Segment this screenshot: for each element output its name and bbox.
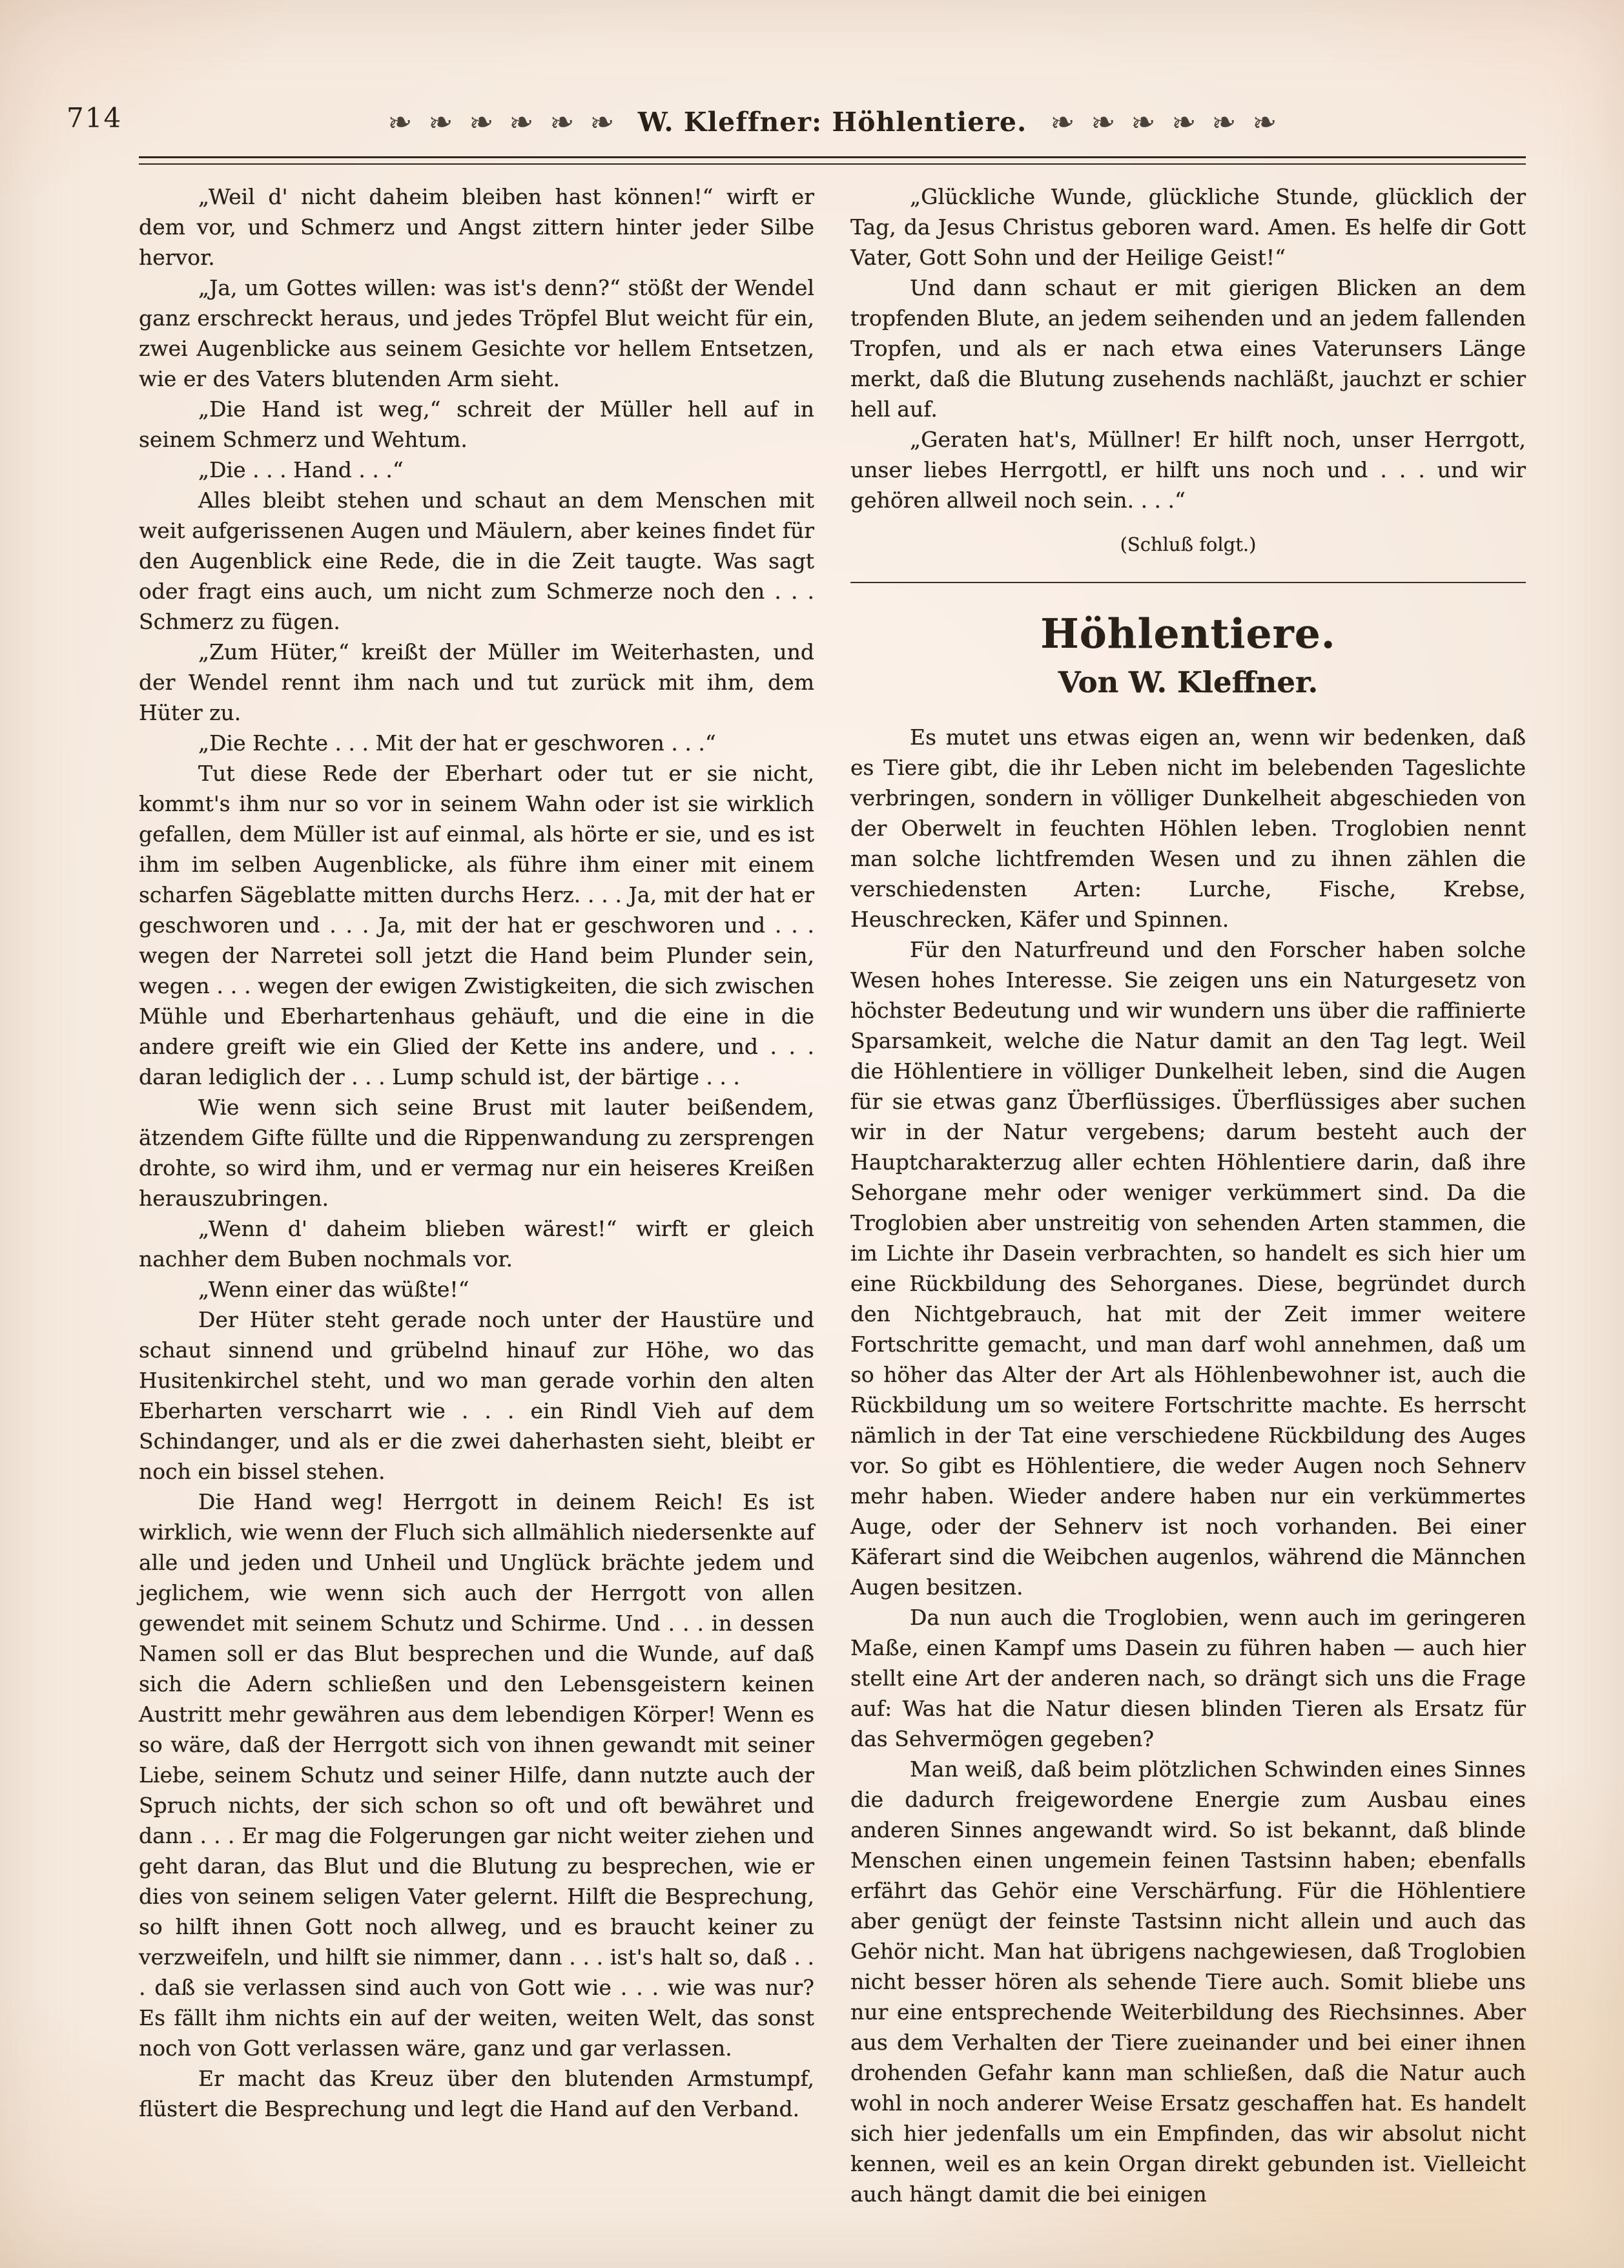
paragraph: „Wenn einer das wüßte!“ <box>198 1277 469 1302</box>
leaf-ornament-icon: ❧ <box>385 103 415 141</box>
paragraph: Für den Naturfreund und den Forscher haben solche Wesen hohes Interesse. Sie zeigen uns ein Naturgesetz von höchster Bedeutung und wir wundern uns über die raffinierte Sparsamkeit, welche die Natur damit an den Tag legt. Weil die Höhlentiere in völliger Dunkelheit leben, sind die Augen für sie etwas ganz Überflüssiges. Überflüssiges aber suchen wir in der Natur vergebens; darum besteht auch der Hauptcharakterzug aller echten Höhlentiere darin, daß ihre Sehorgane mehr oder weniger verkümmert sind. Da die Troglobien aber unstreitig von sehenden Arten stammen, die im Lichte ihr Dasein verbrachten, so handelt es sich hier um eine Rückbildung des Sehorganes. Diese, begründet durch den Nichtgebrauch, hat mit der Zeit immer weitere Fortschritte gemacht, und man darf wohl annehmen, daß um so höher das Alter der Art als Höhlenbewohner ist, auch die Rückbildung um so weitere Fortschritte machte. Es herrscht nämlich in der Tat eine verschiedene Rückbildung des Auges vor. So gibt es Höhlentiere, die weder Augen noch Sehnerv mehr haben. Wieder andere haben nur ein verkümmertes Auge, oder der Sehnerv ist noch vorhanden. Bei einer Käferart sind die Weibchen augenlos, während die Männchen Augen besitzen. <box>850 936 1526 1600</box>
article-divider-rule <box>850 582 1526 583</box>
paragraph: „Geraten hat's, Müllner! Er hilft noch, unser Herrgott, unser liebes Herrgottl, er hilft uns noch und . . . und wir gehören allweil noch sein. . . .“ <box>850 427 1526 513</box>
article-title: Höhlentiere. <box>1040 610 1336 657</box>
leaf-ornament-icon: ❧ <box>1209 103 1239 141</box>
page-header <box>67 97 1526 147</box>
header-double-rule <box>139 156 1526 165</box>
paragraph: „Glückliche Wunde, glückliche Stunde, glücklich der Tag, da Jesus Christus geboren ward. Amen. Es helfe dir Gott Vater, Gott Sohn und der Heilige Geist!“ <box>850 184 1526 270</box>
paragraph: Wie wenn sich seine Brust mit lauter beißendem, ätzendem Gifte füllte und die Rippenwandung zu zersprengen drohte, so wird ihm, und er vermag nur ein heiseres Kreißen herauszubringen. <box>139 1095 814 1211</box>
leaf-ornament-icon: ❧ <box>1047 103 1078 141</box>
leaf-ornament-icon: ❧ <box>547 103 577 141</box>
leaf-ornament-icon: ❧ <box>1128 103 1158 141</box>
leaf-ornament-icon: ❧ <box>1088 103 1118 141</box>
paragraph: „Die Rechte . . . Mit der hat er geschworen . . .“ <box>198 730 716 756</box>
right-column <box>850 181 1526 2209</box>
paragraph: „Die . . . Hand . . .“ <box>198 457 404 482</box>
left-column <box>139 181 814 2209</box>
page-content <box>67 97 1526 2209</box>
leaf-ornament-icon: ❧ <box>466 103 496 141</box>
leaf-ornament-icon: ❧ <box>426 103 456 141</box>
paragraph: „Weil d' nicht daheim bleiben hast können!“ wirft er dem vor, und Schmerz und Angst zittern hinter jeder Silbe hervor. <box>139 184 814 270</box>
paragraph: Er macht das Kreuz über den blutenden Armstumpf, flüstert die Besprechung und legt die Hand auf den Verband. <box>139 2066 814 2121</box>
paragraph: Es mutet uns etwas eigen an, wenn wir bedenken, daß es Tiere gibt, die ihr Leben nicht im belebenden Tageslichte verbringen, sondern in völliger Dunkelheit abgeschieden von der Oberwelt in feuchten Höhlen leben. Troglobien nennt man solche lichtfremden Wesen und zu ihnen zählen die verschiedensten Arten: Lurche, Fische, Krebse, Heuschrecken, Käfer und Spinnen. <box>850 724 1526 932</box>
leaf-ornament-icon: ❧ <box>1249 103 1280 141</box>
continuation-note: (Schluß folgt.) <box>1120 533 1257 555</box>
paragraph: „Zum Hüter,“ kreißt der Müller im Weiterhasten, und der Wendel rennt ihm nach und tut zurück mit ihm, dem Hüter zu. <box>139 639 814 725</box>
paragraph: Man weiß, daß beim plötzlichen Schwinden eines Sinnes die dadurch freigewordene Energie zum Ausbau eines anderen Sinnes angewandt wird. So ist bekannt, daß blinde Menschen einen ungemein feinen Tastsinn haben; ebenfalls erfährt das Gehör eine Verschärfung. Für die Höhlentiere aber genügt der feinste Tastsinn nicht allein und auch das Gehör nicht. Man hat übrigens nachgewiesen, daß Troglobien nicht besser hören als sehende Tiere auch. Somit bliebe uns nur eine entsprechende Weiterbildung des Riechsinnes. Aber aus dem Verhalten der Tiere zueinander und bei einer ihnen drohenden Gefahr kann man schließen, daß die Natur auch wohl in noch anderer Weise Ersatz geschaffen hat. Es handelt sich hier jedenfalls um ein Empfinden, das wir absolut nicht kennen, weil es an kein Organ direkt gebunden ist. Vielleicht auch hängt damit die bei einigen <box>850 1756 1526 2207</box>
paragraph: „Ja, um Gottes willen: was ist's denn?“ stößt der Wendel ganz erschreckt heraus, und jedes Tröpfel Blut weicht für ein, zwei Augenblicke aus seinem Gesichte vor hellem Entsetzen, wie er des Vaters blutenden Arm sieht. <box>139 275 814 391</box>
page-number: 714 <box>67 102 123 134</box>
ornament-row-left <box>385 103 617 141</box>
two-column-text <box>139 181 1526 2209</box>
paragraph: „Wenn d' daheim blieben wärest!“ wirft er gleich nachher dem Buben nochmals vor. <box>139 1216 814 1272</box>
article-byline: Von W. Kleffner. <box>1058 665 1319 700</box>
paragraph: „Die Hand ist weg,“ schreit der Müller hell auf in seinem Schmerz und Wehtum. <box>139 397 814 452</box>
paragraph: Tut diese Rede der Eberhart oder tut er sie nicht, kommt's ihm nur so vor in seinem Wahn oder ist sie wirklich gefallen, dem Müller ist auf einmal, als hörte er sie, und es ist ihm im selben Augenblicke, als führe ihm einer mit einem scharfen Sägeblatte mitten durchs Herz. . . . Ja, mit der hat er geschworen und . . . Ja, mit der hat er geschworen und . . . wegen der Narretei soll jetzt die Hand beim Plunder sein, wegen . . . wegen der ewigen Zwistigkeiten, die sich zwischen Mühle und Eberhartenhaus gehäuft, und die eine in die andere greift wie ein Glied der Kette ins andere, und . . . daran lediglich der . . . Lump schuld ist, der bärtige . . . <box>139 761 814 1089</box>
paragraph: Da nun auch die Troglobien, wenn auch im geringeren Maße, einen Kampf ums Dasein zu führen haben — auch hier stellt eine Art der anderen nach, so drängt sich uns die Frage auf: Was hat die Natur diesen blinden Tieren als Ersatz für das Sehvermögen gegeben? <box>850 1604 1526 1751</box>
paragraph: Alles bleibt stehen und schaut an dem Menschen mit weit aufgerissenen Augen und Mäulern, aber keines findet für den Augenblick eine Rede, die in die Zeit taugte. Was sagt oder fragt eins auch, um nicht zum Schmerze noch den . . . Schmerz zu fügen. <box>139 488 814 634</box>
running-head <box>139 97 1526 147</box>
paragraph: Die Hand weg! Herrgott in deinem Reich! Es ist wirklich, wie wenn der Fluch sich allmählich niedersenkte auf alle und jeden und Unheil und Unglück brächte jedem und jeglichem, wie wenn sich auch der Herrgott von allen gewendet mit seinem Schutz und Schirme. Und . . . in dessen Namen soll er das Blut besprechen und die Wunde, auf daß sich die Adern schließen und den Lebensgeistern keinen Austritt mehr gewähren aus dem lebendigen Körper! Wenn es so wäre, daß der Herrgott sich von ihnen gewandt mit seiner Liebe, seinem Schutz und seiner Hilfe, dann nutzte auch der Spruch nichts, der sich schon so oft und oft bewähret und dann . . . Er mag die Folgerungen gar nicht weiter ziehen und geht daran, das Blut und die Blutung zu besprechen, wie er dies von seinem seligen Vater gelernt. Hilft die Besprechung, so hilft ihnen Gott noch allweg, und es braucht keiner zu verzweifeln, und hilft sie nimmer, dann . . . ist's halt so, daß . . . daß sie verlassen sind auch von Gott wie . . . wie was nur? Es fällt ihm nichts ein auf der weiten, weiten Welt, das sonst noch von Gott verlassen wäre, ganz und gar verlassen. <box>139 1489 814 2061</box>
leaf-ornament-icon: ❧ <box>587 103 617 141</box>
paragraph: Der Hüter steht gerade noch unter der Haustüre und schaut sinnend und grübelnd hinauf zur Höhe, wo das Husitenkirchel steht, und wo man gerade vorhin den alten Eberharten verscharrt wie . . . ein Rindl Vieh auf dem Schindanger, und als er die zwei daherhasten sieht, bleibt er noch ein bissel stehen. <box>139 1307 814 1484</box>
paragraph: Und dann schaut er mit gierigen Blicken an dem tropfenden Blute, an jedem seihenden und an jedem fallenden Tropfen, und als er nach etwa eines Vaterunsers Länge merkt, daß die Blutung zusehends nachläßt, jauchzt er schier hell auf. <box>850 275 1526 422</box>
running-title: W. Kleffner: Höhlentiere. <box>637 107 1027 138</box>
leaf-ornament-icon: ❧ <box>1169 103 1199 141</box>
ornament-row-right <box>1047 103 1280 141</box>
leaf-ornament-icon: ❧ <box>506 103 537 141</box>
